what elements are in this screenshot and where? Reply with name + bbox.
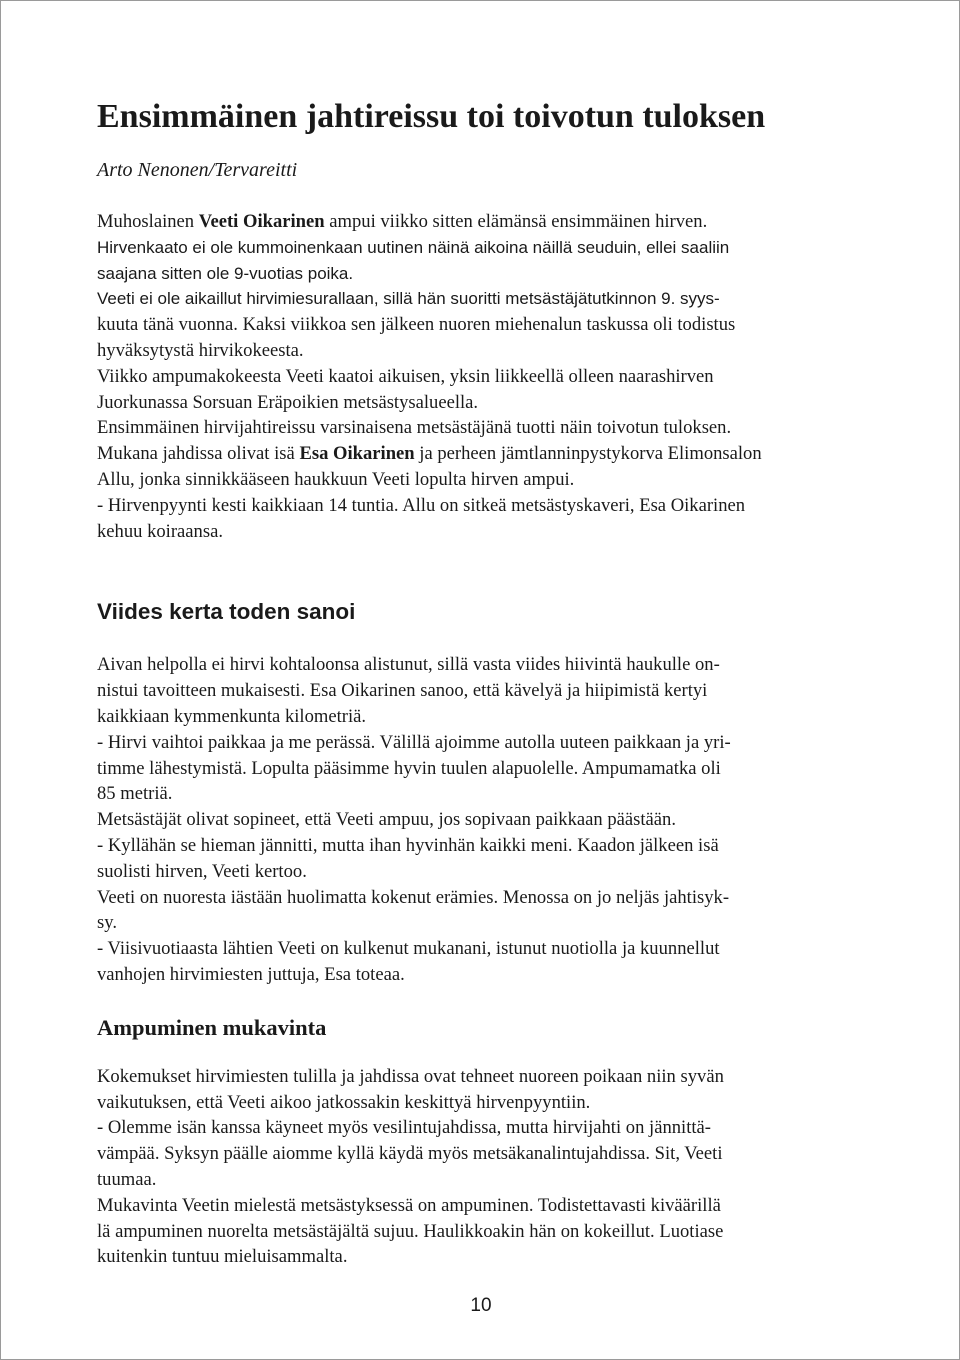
text-line: tuumaa. — [97, 1168, 157, 1190]
text-line: kehuu koiraansa. — [97, 520, 223, 542]
text-line: hyväksytystä hirvikokeesta. — [97, 339, 304, 361]
text-line: sy. — [97, 912, 117, 934]
article-title: Ensimmäinen jahtireissu toi toivotun tuloksen — [97, 98, 766, 135]
text-line: vämpää. Syksyn päälle aiomme kyllä käydä myös metsäkanalintujahdissa. Sit, Veeti — [97, 1143, 723, 1165]
text-line: Viikko ampumakokeesta Veeti kaatoi aikuisen, yksin liikkeellä olleen naarashirven — [97, 365, 714, 387]
text-line: vaikutuksen, että Veeti aikoo jatkossakin keskittyä hirvenpyyntiin. — [97, 1091, 591, 1113]
text-line: kuuta tänä vuonna. Kaksi viikkoa sen jälkeen nuoren miehenalun taskussa oli todistus — [97, 314, 736, 336]
text-line: Veeti ei ole aikaillut hirvimiesurallaan, sillä hän suoritti metsästäjätutkinnon 9. syys- — [97, 289, 720, 309]
text-line: saajana sitten ole 9-vuotias poika. — [97, 263, 354, 283]
text-segment: Muhoslainen — [97, 211, 199, 232]
text-line: Juorkunassa Sorsuan Eräpoikien metsästysalueella. — [97, 391, 479, 413]
article-body — [97, 97, 867, 1270]
text-line: - Hirvi vaihtoi paikkaa ja me perässä. Välillä ajoimme autolla uuteen paikkaan ja yri- — [97, 731, 731, 753]
page-number: 10 — [470, 1295, 492, 1316]
text-line: Allu, jonka sinnikkääseen haukkuun Veeti lopulta hirven ampui. — [97, 468, 575, 490]
text-line: Hirvenkaato ei ole kummoinenkaan uutinen näinä aikoina näillä seuduin, ellei saaliin — [97, 237, 730, 257]
text-segment: Mukana jahdissa olivat isä — [97, 443, 300, 465]
person-name: Veeti Oikarinen — [198, 211, 325, 232]
text-line: Ensimmäinen hirvijahtireissu varsinaisena metsästäjänä tuotti näin toivotun tuloksen. — [97, 417, 732, 439]
text-line: Metsästäjät olivat sopineet, että Veeti ampuu, jos sopivaan paikkaan päästään. — [97, 809, 676, 831]
text-line: lä ampuminen nuorelta metsästäjältä sujuu. Haulikkoakin hän on kokeillut. Luotiase — [97, 1220, 724, 1242]
text-line: suolisti hirven, Veeti kertoo. — [97, 860, 307, 882]
text-line: - Viisivuotiaasta lähtien Veeti on kulkenut mukanani, istunut nuotiolla ja kuunnellut — [97, 938, 720, 960]
text-line: timme lähestymistä. Lopulta pääsimme hyvin tuulen alapuolelle. Ampumamatka oli — [97, 757, 721, 779]
text-line: nistui tavoitteen mukaisesti. Esa Oikarinen sanoo, että kävelyä ja hiipimistä kertyi — [97, 680, 708, 702]
section-heading-ampuminen: Ampuminen mukavinta — [97, 1014, 327, 1040]
text-segment: ja perheen jämtlanninpystykorva Elimonsalon — [414, 443, 762, 465]
text-line: - Olemme isän kanssa käyneet myös vesilintujahdissa, mutta hirvijahti on jännittä- — [97, 1117, 711, 1139]
text-line: vanhojen hirvimiesten juttuja, Esa toteaa. — [97, 963, 405, 985]
section-paragraph-ampuminen — [97, 1064, 867, 1270]
text-segment: ampui viikko sitten elämänsä ensimmäinen hirven. — [324, 211, 708, 232]
text-line: Kokemukset hirvimiesten tulilla ja jahdissa ovat tehneet nuoreen poikaan niin syvän — [97, 1065, 724, 1087]
text-line: Mukavinta Veetin mielestä metsästyksessä on ampuminen. Todistettavasti kiväärillä — [97, 1194, 721, 1216]
text-line: kaikkiaan kymmenkunta kilometriä. — [97, 705, 367, 727]
text-line — [97, 441, 867, 467]
text-line: kuitenkin tuntuu mieluisammalta. — [97, 1246, 348, 1268]
text-line: Aivan helpolla ei hirvi kohtaloonsa alistunut, sillä vasta viides hiivintä haukulle on- — [97, 654, 720, 676]
text-line: Veeti on nuoresta iästään huolimatta kokenut erämies. Menossa on jo neljäs jahtisyk- — [97, 886, 730, 908]
text-line — [97, 209, 867, 235]
article-author: Arto Nenonen/Tervareitti — [97, 159, 298, 181]
section-heading-viides-kerta: Viides kerta toden sanoi — [97, 599, 356, 625]
text-line: - Kyllähän se hieman jännitti, mutta ihan hyvinhän kaikki meni. Kaadon jälkeen isä — [97, 834, 719, 856]
intro-paragraph — [97, 209, 867, 544]
section-paragraph-viides-kerta — [97, 652, 867, 987]
text-line: 85 metriä. — [97, 783, 173, 805]
person-name: Esa Oikarinen — [299, 443, 415, 465]
text-line: - Hirvenpyynti kesti kaikkiaan 14 tuntia. Allu on sitkeä metsästyskaveri, Esa Oikarinen — [97, 494, 746, 516]
